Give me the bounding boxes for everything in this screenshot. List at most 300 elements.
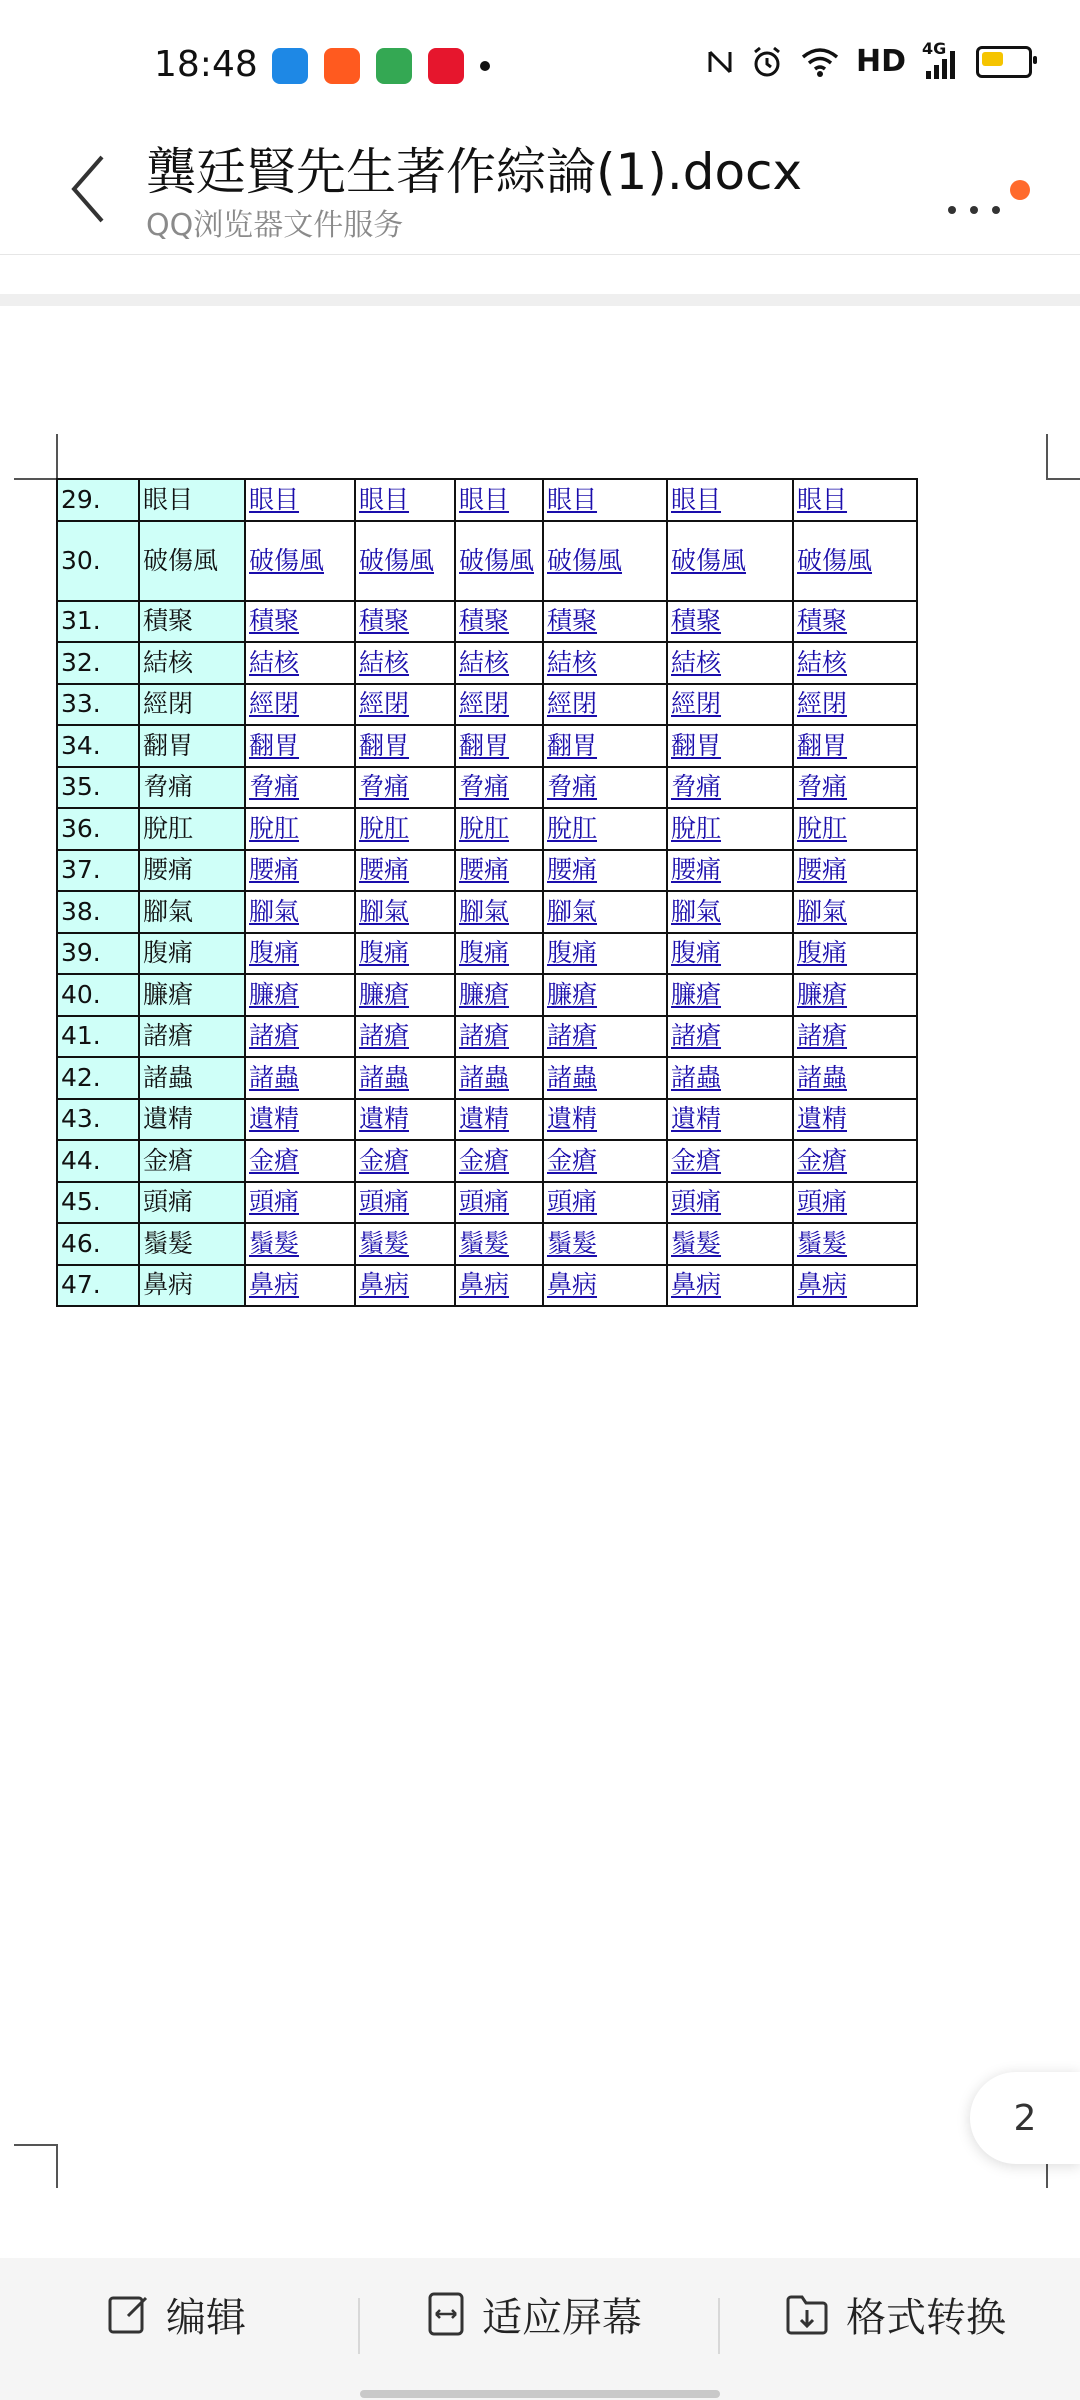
table-cell <box>793 1223 917 1265</box>
row-term: 破傷風 <box>139 521 245 601</box>
table-cell <box>245 1140 355 1182</box>
row-term: 鬚髮 <box>139 1223 245 1265</box>
cross-reference-link[interactable]: 經閉 <box>797 689 848 719</box>
table-cell <box>667 684 793 726</box>
bottom-toolbar <box>0 2258 1080 2400</box>
row-number: 31. <box>57 601 139 643</box>
table-cell <box>543 891 667 933</box>
cross-reference-link[interactable]: 腹痛 <box>797 938 848 968</box>
cross-reference-link[interactable]: 臁瘡 <box>671 979 722 1009</box>
table-cell <box>245 1016 355 1058</box>
table-row <box>57 1057 917 1099</box>
table-cell <box>793 1057 917 1099</box>
table-cell <box>667 642 793 684</box>
row-term: 腹痛 <box>139 933 245 975</box>
table-row <box>57 725 917 767</box>
table-cell <box>543 850 667 892</box>
table-cell <box>793 479 917 521</box>
fit-screen-button[interactable] <box>426 2258 642 2370</box>
table-cell <box>455 974 543 1016</box>
table-cell <box>667 1099 793 1141</box>
table-row <box>57 642 917 684</box>
row-term: 結核 <box>139 642 245 684</box>
convert-icon <box>784 2292 830 2336</box>
row-number: 38. <box>57 891 139 933</box>
row-number: 35. <box>57 767 139 809</box>
table-cell <box>793 891 917 933</box>
cross-reference-link[interactable]: 翻胃 <box>671 730 722 760</box>
table-cell <box>793 684 917 726</box>
table-cell <box>667 521 793 601</box>
table-cell <box>543 1265 667 1307</box>
page-corner-mark <box>14 478 56 480</box>
table-cell <box>667 850 793 892</box>
cross-reference-link[interactable]: 遺精 <box>359 1104 410 1134</box>
table-cell <box>245 479 355 521</box>
table-cell <box>793 1265 917 1307</box>
row-number: 45. <box>57 1182 139 1224</box>
cross-reference-link[interactable]: 翻胃 <box>459 730 510 760</box>
toolbar-divider <box>358 2298 360 2354</box>
table-cell <box>245 1265 355 1307</box>
row-term: 經閉 <box>139 684 245 726</box>
table-cell <box>793 725 917 767</box>
table-cell <box>355 1099 455 1141</box>
status-indicators <box>706 38 1032 79</box>
document-title: 龔廷賢先生著作綜論(1).docx <box>146 143 803 201</box>
cross-reference-link[interactable]: 眼目 <box>547 484 598 514</box>
row-number: 34. <box>57 725 139 767</box>
fit-screen-icon <box>426 2291 466 2337</box>
cross-reference-link[interactable]: 腰痛 <box>359 855 410 885</box>
table-cell <box>667 933 793 975</box>
table-row <box>57 1182 917 1224</box>
table-cell <box>355 850 455 892</box>
cross-reference-link[interactable]: 經閉 <box>671 689 722 719</box>
cross-reference-link[interactable]: 眼目 <box>249 484 300 514</box>
table-cell <box>667 808 793 850</box>
cross-reference-link[interactable]: 眼目 <box>459 484 510 514</box>
table-cell <box>355 933 455 975</box>
table-cell <box>245 808 355 850</box>
cross-reference-link[interactable]: 頭痛 <box>547 1187 598 1217</box>
table-cell <box>667 1016 793 1058</box>
cross-reference-link[interactable]: 結核 <box>671 647 722 677</box>
cross-reference-link[interactable]: 脫肛 <box>249 813 300 843</box>
page-corner-mark <box>56 434 58 478</box>
table-cell <box>793 1140 917 1182</box>
battery-level <box>982 52 1003 66</box>
cross-reference-link[interactable]: 鬚髮 <box>671 1228 722 1258</box>
table-cell <box>543 1182 667 1224</box>
row-term: 翻胃 <box>139 725 245 767</box>
cross-reference-link[interactable]: 諸蟲 <box>671 1062 722 1092</box>
cross-reference-link[interactable]: 經閉 <box>359 689 410 719</box>
table-cell <box>455 479 543 521</box>
page-corner-mark <box>56 2144 58 2188</box>
cross-reference-link[interactable]: 腹痛 <box>671 938 722 968</box>
notification-icons <box>272 48 490 84</box>
cross-reference-link[interactable]: 頭痛 <box>359 1187 410 1217</box>
more-button[interactable] <box>930 148 1030 228</box>
table-cell <box>793 1099 917 1141</box>
cross-reference-link[interactable]: 臁瘡 <box>359 979 410 1009</box>
table-cell <box>455 725 543 767</box>
table-cell <box>455 1182 543 1224</box>
cross-reference-link[interactable]: 眼目 <box>359 484 410 514</box>
cross-reference-link[interactable]: 遺精 <box>459 1104 510 1134</box>
cross-reference-link[interactable]: 腹痛 <box>359 938 410 968</box>
table-row <box>57 1140 917 1182</box>
cross-reference-link[interactable]: 遺精 <box>249 1104 300 1134</box>
cross-reference-link[interactable]: 翻胃 <box>249 730 300 760</box>
table-cell <box>355 1265 455 1307</box>
cross-reference-link[interactable]: 脫肛 <box>459 813 510 843</box>
cross-reference-link[interactable]: 脅痛 <box>459 772 510 802</box>
cross-reference-link[interactable]: 臁瘡 <box>547 979 598 1009</box>
cross-reference-link[interactable]: 金瘡 <box>671 1145 722 1175</box>
table-cell <box>543 1057 667 1099</box>
table-row <box>57 521 917 601</box>
table-cell <box>793 1016 917 1058</box>
cross-reference-link[interactable]: 臁瘡 <box>797 979 848 1009</box>
cross-reference-link[interactable]: 積聚 <box>797 606 848 636</box>
status-time: 18:48 <box>154 44 258 85</box>
table-cell <box>667 891 793 933</box>
more-dots-icon <box>948 206 956 214</box>
cross-reference-link[interactable]: 積聚 <box>547 606 598 636</box>
cross-reference-link[interactable]: 結核 <box>359 647 410 677</box>
table-cell <box>245 891 355 933</box>
cross-reference-link[interactable]: 金瘡 <box>249 1145 300 1175</box>
network-type: HD <box>855 44 906 79</box>
cross-reference-link[interactable]: 臁瘡 <box>249 979 300 1009</box>
cross-reference-link[interactable]: 臁瘡 <box>459 979 510 1009</box>
table-cell <box>543 521 667 601</box>
table-cell <box>245 850 355 892</box>
row-term: 腰痛 <box>139 850 245 892</box>
table-cell <box>793 521 917 601</box>
cross-reference-link[interactable]: 經閉 <box>547 689 598 719</box>
row-number: 33. <box>57 684 139 726</box>
table-cell <box>667 1223 793 1265</box>
table-cell <box>355 808 455 850</box>
table-cell <box>543 1016 667 1058</box>
row-term: 諸瘡 <box>139 1016 245 1058</box>
cross-reference-link[interactable]: 諸蟲 <box>249 1062 300 1092</box>
row-number: 42. <box>57 1057 139 1099</box>
cross-reference-link[interactable]: 破傷風 <box>547 545 623 575</box>
cross-reference-link[interactable]: 積聚 <box>249 606 300 636</box>
table-row <box>57 933 917 975</box>
table-cell <box>355 725 455 767</box>
table-cell <box>245 642 355 684</box>
table-row <box>57 891 917 933</box>
table-cell <box>355 684 455 726</box>
row-number: 46. <box>57 1223 139 1265</box>
cross-reference-link[interactable]: 經閉 <box>459 689 510 719</box>
table-cell <box>543 642 667 684</box>
table-cell <box>793 808 917 850</box>
cross-reference-link[interactable]: 翻胃 <box>547 730 598 760</box>
table-cell <box>245 933 355 975</box>
cross-reference-link[interactable]: 眼目 <box>671 484 722 514</box>
row-number: 36. <box>57 808 139 850</box>
table-cell <box>543 933 667 975</box>
table-cell <box>543 1223 667 1265</box>
table-cell <box>667 601 793 643</box>
row-number: 44. <box>57 1140 139 1182</box>
cross-reference-link[interactable]: 脫肛 <box>359 813 410 843</box>
edit-label: 编辑 <box>166 2294 246 2341</box>
row-number: 32. <box>57 642 139 684</box>
cross-reference-link[interactable]: 頭痛 <box>671 1187 722 1217</box>
cross-reference-link[interactable]: 腹痛 <box>459 938 510 968</box>
chevron-left-icon <box>68 153 108 225</box>
table-cell <box>245 1099 355 1141</box>
cross-reference-link[interactable]: 頭痛 <box>249 1187 300 1217</box>
cross-reference-link[interactable]: 諸瘡 <box>249 1021 300 1051</box>
row-number: 40. <box>57 974 139 1016</box>
cross-reference-link[interactable]: 脅痛 <box>671 772 722 802</box>
cross-reference-link[interactable]: 經閉 <box>249 689 300 719</box>
cross-reference-link[interactable]: 諸蟲 <box>459 1062 510 1092</box>
table-cell <box>455 933 543 975</box>
cross-reference-link[interactable]: 鬚髮 <box>459 1228 510 1258</box>
qq-browser-icon <box>272 48 308 84</box>
wifi-icon <box>800 46 840 78</box>
table-cell <box>245 1223 355 1265</box>
table-cell <box>245 521 355 601</box>
row-number: 37. <box>57 850 139 892</box>
row-term: 諸蟲 <box>139 1057 245 1099</box>
back-button[interactable] <box>58 144 118 234</box>
table-cell <box>793 767 917 809</box>
table-cell <box>667 1265 793 1307</box>
table-cell <box>543 684 667 726</box>
table-cell <box>245 725 355 767</box>
page-number-badge[interactable]: 2 <box>970 2072 1080 2164</box>
table-cell <box>793 974 917 1016</box>
table-cell <box>245 601 355 643</box>
table-cell <box>543 479 667 521</box>
alarm-icon <box>750 45 784 79</box>
nfc-icon <box>706 46 734 78</box>
table-cell <box>455 850 543 892</box>
table-cell <box>455 808 543 850</box>
cross-reference-link[interactable]: 鼻病 <box>797 1270 848 1300</box>
cross-reference-link[interactable]: 腰痛 <box>459 855 510 885</box>
table-row <box>57 684 917 726</box>
table-cell <box>543 974 667 1016</box>
table-cell <box>667 767 793 809</box>
table-cell <box>245 767 355 809</box>
cross-reference-link[interactable]: 諸蟲 <box>359 1062 410 1092</box>
cross-reference-link[interactable]: 諸蟲 <box>547 1062 598 1092</box>
table-cell <box>455 521 543 601</box>
table-cell <box>455 1223 543 1265</box>
cross-reference-link[interactable]: 金瘡 <box>547 1145 598 1175</box>
cross-reference-link[interactable]: 腰痛 <box>547 855 598 885</box>
table-cell <box>793 850 917 892</box>
table-cell <box>793 933 917 975</box>
cross-reference-link[interactable]: 鼻病 <box>249 1270 300 1300</box>
cross-reference-link[interactable]: 鬚髮 <box>547 1228 598 1258</box>
table-cell <box>667 1057 793 1099</box>
cross-reference-link[interactable]: 結核 <box>249 647 300 677</box>
table-cell <box>455 1057 543 1099</box>
cross-reference-link[interactable]: 鬚髮 <box>359 1228 410 1258</box>
row-number: 41. <box>57 1016 139 1058</box>
row-term: 脅痛 <box>139 767 245 809</box>
cross-reference-link[interactable]: 破傷風 <box>459 545 535 575</box>
cross-reference-link[interactable]: 腰痛 <box>249 855 300 885</box>
table-cell <box>455 1016 543 1058</box>
cross-reference-link[interactable]: 積聚 <box>359 606 410 636</box>
cross-reference-link[interactable]: 鼻病 <box>671 1270 722 1300</box>
cross-reference-link[interactable]: 結核 <box>797 647 848 677</box>
cross-reference-link[interactable]: 腰痛 <box>797 855 848 885</box>
table-cell <box>793 642 917 684</box>
cross-reference-link[interactable]: 腳氣 <box>797 896 848 926</box>
format-convert-button[interactable] <box>784 2258 1006 2370</box>
table-row <box>57 1265 917 1307</box>
table-cell <box>355 642 455 684</box>
cross-reference-link[interactable]: 鬚髮 <box>797 1228 848 1258</box>
row-term: 頭痛 <box>139 1182 245 1224</box>
table-cell <box>355 767 455 809</box>
app-multicolor-icon <box>376 48 412 84</box>
cross-reference-link[interactable]: 頭痛 <box>797 1187 848 1217</box>
edit-icon <box>106 2292 150 2336</box>
signal-icon <box>922 38 960 79</box>
cross-reference-link[interactable]: 積聚 <box>671 606 722 636</box>
battery-icon <box>976 46 1032 78</box>
app-orange-icon <box>324 48 360 84</box>
table-row <box>57 1099 917 1141</box>
cross-reference-link[interactable]: 腳氣 <box>671 896 722 926</box>
cross-reference-link[interactable]: 腳氣 <box>359 896 410 926</box>
table-cell <box>355 521 455 601</box>
cross-reference-link[interactable]: 遺精 <box>797 1104 848 1134</box>
row-number: 47. <box>57 1265 139 1307</box>
cross-reference-link[interactable]: 腳氣 <box>249 896 300 926</box>
cross-reference-link[interactable]: 頭痛 <box>459 1187 510 1217</box>
cross-reference-link[interactable]: 積聚 <box>459 606 510 636</box>
page-corner-mark <box>14 2144 56 2146</box>
cross-reference-link[interactable]: 腳氣 <box>459 896 510 926</box>
table-cell <box>355 1016 455 1058</box>
cross-reference-link[interactable]: 破傷風 <box>249 545 325 575</box>
cross-reference-link[interactable]: 諸瘡 <box>547 1021 598 1051</box>
table-cell <box>455 601 543 643</box>
cross-reference-link[interactable]: 翻胃 <box>359 730 410 760</box>
table-cell <box>245 1182 355 1224</box>
table-cell <box>355 1182 455 1224</box>
table-row <box>57 1223 917 1265</box>
cross-reference-link[interactable]: 鼻病 <box>359 1270 410 1300</box>
cross-reference-link[interactable]: 脅痛 <box>797 772 848 802</box>
table-cell <box>355 974 455 1016</box>
table-cell <box>543 725 667 767</box>
cross-reference-link[interactable]: 遺精 <box>547 1104 598 1134</box>
row-term: 遺精 <box>139 1099 245 1141</box>
table-cell <box>667 1182 793 1224</box>
cross-reference-link[interactable]: 翻胃 <box>797 730 848 760</box>
row-term: 鼻病 <box>139 1265 245 1307</box>
table-row <box>57 601 917 643</box>
cross-reference-link[interactable]: 鬚髮 <box>249 1228 300 1258</box>
cross-reference-link[interactable]: 脫肛 <box>671 813 722 843</box>
table-cell <box>455 1099 543 1141</box>
table-row <box>57 1016 917 1058</box>
table-cell <box>667 974 793 1016</box>
edit-button[interactable] <box>106 2258 246 2370</box>
cross-reference-link[interactable]: 眼目 <box>797 484 848 514</box>
table-cell <box>455 1265 543 1307</box>
table-cell <box>455 891 543 933</box>
cross-reference-link[interactable]: 諸瘡 <box>797 1021 848 1051</box>
cross-reference-link[interactable]: 諸瘡 <box>359 1021 410 1051</box>
cross-reference-link[interactable]: 諸瘡 <box>459 1021 510 1051</box>
cross-reference-link[interactable]: 腹痛 <box>547 938 598 968</box>
cross-reference-link[interactable]: 金瘡 <box>359 1145 410 1175</box>
cross-reference-link[interactable]: 結核 <box>547 647 598 677</box>
row-term: 腳氣 <box>139 891 245 933</box>
cross-reference-link[interactable]: 破傷風 <box>671 545 747 575</box>
document-source: QQ浏览器文件服务 <box>146 208 404 243</box>
cross-reference-link[interactable]: 金瘡 <box>797 1145 848 1175</box>
page-corner-mark <box>1046 434 1048 478</box>
table-cell <box>455 642 543 684</box>
table-cell <box>667 725 793 767</box>
cross-reference-link[interactable]: 破傷風 <box>359 545 435 575</box>
row-number: 30. <box>57 521 139 601</box>
cross-reference-link[interactable]: 破傷風 <box>797 545 873 575</box>
table-cell <box>355 1140 455 1182</box>
cross-reference-link[interactable]: 脅痛 <box>547 772 598 802</box>
home-indicator[interactable] <box>360 2390 720 2398</box>
cross-reference-link[interactable]: 鼻病 <box>547 1270 598 1300</box>
table-cell <box>543 767 667 809</box>
row-term: 金瘡 <box>139 1140 245 1182</box>
row-term: 臁瘡 <box>139 974 245 1016</box>
cross-reference-link[interactable]: 脫肛 <box>797 813 848 843</box>
table-cell <box>455 767 543 809</box>
table-row <box>57 479 917 521</box>
cross-reference-link[interactable]: 脅痛 <box>359 772 410 802</box>
cross-reference-link[interactable]: 腳氣 <box>547 896 598 926</box>
table-cell <box>455 684 543 726</box>
cross-reference-link[interactable]: 諸瘡 <box>671 1021 722 1051</box>
cross-reference-link[interactable]: 遺精 <box>671 1104 722 1134</box>
table-cell <box>455 1140 543 1182</box>
cross-reference-link[interactable]: 腰痛 <box>671 855 722 885</box>
cross-reference-link[interactable]: 鼻病 <box>459 1270 510 1300</box>
cross-reference-link[interactable]: 金瘡 <box>459 1145 510 1175</box>
cross-reference-link[interactable]: 結核 <box>459 647 510 677</box>
table-row <box>57 767 917 809</box>
cross-reference-link[interactable]: 腹痛 <box>249 938 300 968</box>
table-cell <box>543 1099 667 1141</box>
cross-reference-link[interactable]: 諸蟲 <box>797 1062 848 1092</box>
table-cell <box>543 808 667 850</box>
table-cell <box>355 479 455 521</box>
table-cell <box>543 1140 667 1182</box>
cross-reference-link[interactable]: 脅痛 <box>249 772 300 802</box>
table-cell <box>245 684 355 726</box>
cross-reference-link[interactable]: 脫肛 <box>547 813 598 843</box>
